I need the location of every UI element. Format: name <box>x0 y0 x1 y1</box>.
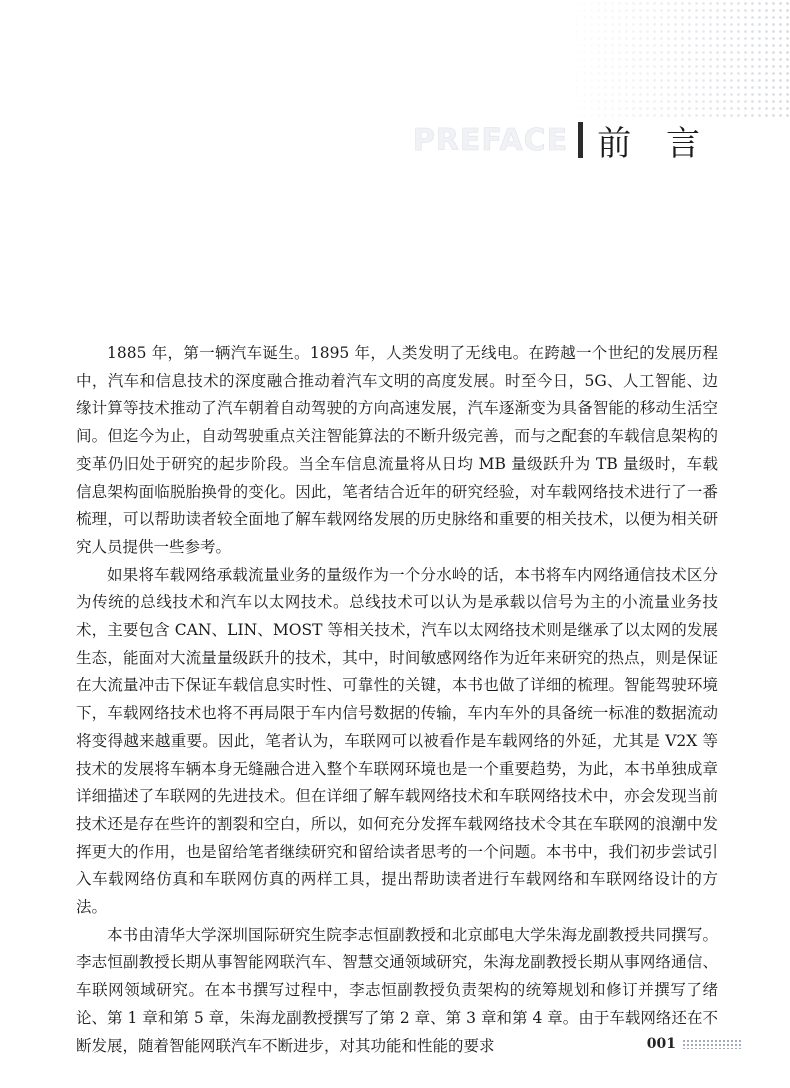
body-text <box>76 340 718 1060</box>
paragraph-2: 如果将车载网络承载流量业务的量级作为一个分水岭的话，本书将车内网络通信技术区分为传统的总线技术和汽车以太网技术。总线技术可以认为是承载以信号为主的小流量业务技术，主要包含 CAN、LIN、MOST 等相关技术，汽车以太网络技术则是继承了以太网的发展生态，能面对大流量量级跃升的技术，其中，时间敏感网络作为近年来研究的热点，则是保证在大流量冲击下保证车载信息实时性、可靠性的关键，本书也做了详细的梳理。智能驾驶环境下，车载网络技术也将不再局限于车内信号数据的传输，车内车外的具备统一标准的数据流动将变得越来越重要。因此，笔者认为，车联网可以被看作是车载网络的外延，尤其是 V2X 等技术的发展将车辆本身无缝融合进入整个车联网环境也是一个重要趋势，为此，本书单独成章详细描述了车联网的先进技术。但在详细了解车载网络技术和车联网络技术中，亦会发现当前技术还是存在些许的割裂和空白，所以，如何充分发挥车载网络技术令其在车联网的浪潮中发挥更大的作用，也是留给笔者继续研究和留给读者思考的一个问题。本书中，我们初步尝试引入车载网络仿真和车联网仿真的两样工具，提出帮助读者进行车载网络和车联网络设计的方法。 <box>76 565 718 917</box>
paragraph-1: 1885 年，第一辆汽车诞生。1895 年，人类发明了无线电。在跨越一个世纪的发展历程中，汽车和信息技术的深度融合推动着汽车文明的高度发展。时至今日，5G、人工智能、边缘计算等技术推动了汽车朝着自动驾驶的方向高速发展，汽车逐渐变为具备智能的移动生活空间。但迄今为止，自动驾驶重点关注智能算法的不断升级完善，而与之配套的车载信息架构的变革仍旧处于研究的起步阶段。当全车信息流量将从日均 MB 量级跃升为 TB 量级时，车载信息架构面临脱胎换骨的变化。因此，笔者结合近年的研究经验，对车载网络技术进行了一番梳理，可以帮助读者较全面地了解车载网络发展的历史脉络和重要的相关技术，以便为相关研究人员提供一些参考。 <box>76 344 718 556</box>
title-divider-bar <box>578 122 583 158</box>
chapter-header <box>413 116 712 164</box>
footer-dot-pattern <box>682 1039 742 1049</box>
paragraph-3: 本书由清华大学深圳国际研究生院李志恒副教授和北京邮电大学朱海龙副教授共同撰写。李志恒副教授长期从事智能网联汽车、智慧交通领域研究，朱海龙副教授长期从事网络通信、车联网领域研究。在本书撰写过程中，李志恒副教授负责架构的统筹规划和修订并撰写了绪论、第 1 章和第 5 章，朱海龙副教授撰写了第 2 章、第 3 章和第 4 章。由于车载网络还在不断发展，随着智能网联汽车不断进步，对其功能和性能的要求 <box>76 925 718 1055</box>
page-footer <box>647 1036 742 1052</box>
page-title: 前 言 <box>597 123 712 164</box>
preface-english-watermark: PREFACE <box>412 122 569 158</box>
dot-pattern-decoration <box>560 0 790 120</box>
page-number: 001 <box>646 1036 676 1052</box>
